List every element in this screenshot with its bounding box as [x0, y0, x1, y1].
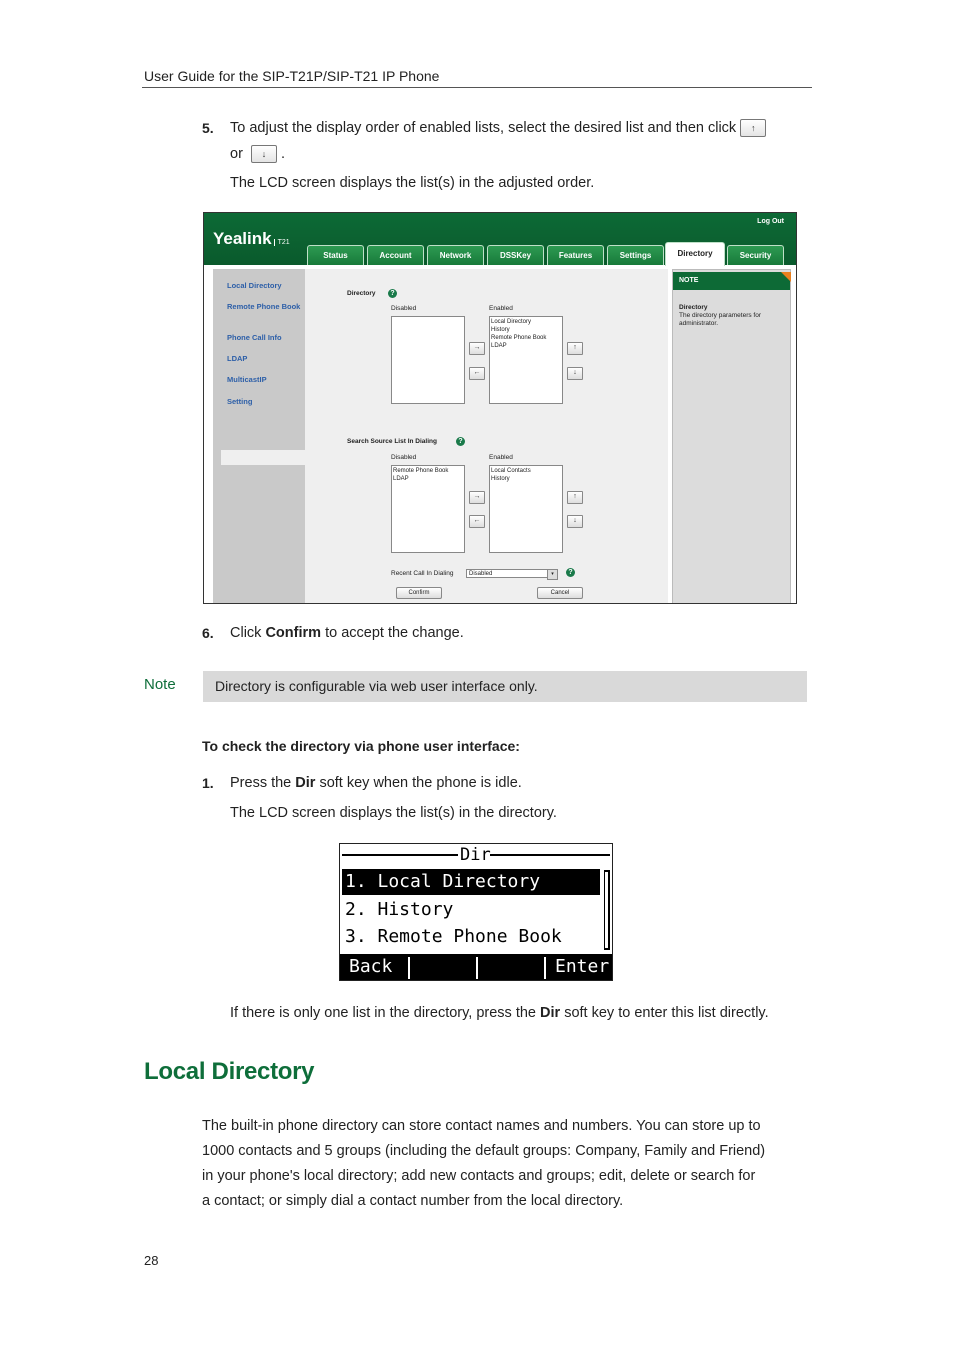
up-arrow-icon: ↑ — [740, 119, 766, 137]
lcd-title-rule-left — [342, 854, 458, 856]
nav-selected-highlight — [221, 450, 306, 465]
move-up-button[interactable]: ↑ — [567, 491, 583, 504]
lcd-title-bar — [340, 844, 612, 866]
step-1-a: Press the — [230, 775, 296, 791]
after-lcd-text — [230, 1003, 769, 1023]
note-label: Note — [144, 676, 176, 693]
recent-call-select[interactable] — [466, 569, 558, 578]
procedure-heading: To check the directory via phone user interface: — [202, 738, 520, 754]
list-item[interactable]: Local Contacts — [491, 468, 531, 474]
nav-setting[interactable]: Setting — [227, 397, 253, 406]
chevron-down-icon[interactable]: ▾ — [547, 569, 558, 580]
ss-disabled-label: Disabled — [391, 454, 417, 461]
lcd-list-item[interactable]: 2. History — [345, 899, 454, 920]
list-item[interactable]: LDAP — [491, 343, 507, 349]
lcd-list-item[interactable]: 3. Remote Phone Book — [345, 926, 562, 947]
after-lcd-c: soft key to enter this list directly. — [560, 1005, 769, 1021]
tab-dsskey[interactable]: DSSKey — [487, 245, 544, 265]
directory-label: Directory — [347, 290, 376, 297]
help-icon[interactable]: ? — [566, 568, 575, 577]
list-item[interactable]: LDAP — [393, 476, 409, 482]
lcd-scrollbar-track — [605, 872, 608, 948]
lcd-list-item[interactable]: 1. Local Directory — [342, 869, 600, 895]
after-lcd-dir: Dir — [540, 1005, 561, 1021]
step-6-c: to accept the change. — [321, 625, 464, 641]
step-5-text — [230, 118, 766, 138]
section-body-line: a contact; or simply dial a contact number from the local directory. — [202, 1193, 624, 1209]
step-6-text — [230, 623, 464, 643]
step-6-number: 6. — [202, 625, 214, 641]
step-5-text-or-line — [230, 144, 285, 164]
nav-phone-call-info[interactable]: Phone Call Info — [227, 333, 282, 342]
section-title: Local Directory — [144, 1058, 315, 1085]
step-5-number: 5. — [202, 120, 214, 136]
logo-text: Yealink — [213, 229, 272, 248]
note-body: The directory parameters for administrator. — [679, 312, 762, 327]
section-body-line: The built-in phone directory can store contact names and numbers. You can store up to — [202, 1118, 761, 1134]
tab-settings[interactable]: Settings — [607, 245, 664, 265]
step-1-text — [230, 773, 522, 793]
lcd-title-rule-right — [490, 854, 610, 856]
web-note-panel — [672, 269, 791, 604]
softkey-separator — [476, 957, 478, 979]
list-item[interactable]: History — [491, 327, 510, 333]
logo-model: T21 — [274, 239, 290, 246]
section-body-line: 1000 contacts and 5 groups (including the default groups: Company, Family and Friend) — [202, 1143, 766, 1159]
down-arrow-icon: ↓ — [251, 145, 277, 163]
search-source-label: Search Source List In Dialing — [347, 438, 437, 445]
nav-local-directory[interactable]: Local Directory — [227, 281, 282, 290]
move-up-button[interactable]: ↑ — [567, 342, 583, 355]
yealink-logo — [213, 229, 290, 249]
dir-enabled-list[interactable] — [489, 316, 563, 404]
note-heading: Directory — [679, 304, 708, 311]
after-lcd-a: If there is only one list in the directory, press the — [230, 1005, 541, 1021]
softkey-enter[interactable]: Enter — [555, 956, 610, 977]
step-1-result: The LCD screen displays the list(s) in the directory. — [230, 805, 557, 821]
tab-security[interactable]: Security — [727, 245, 784, 265]
step-5-period: . — [280, 146, 285, 162]
list-item[interactable]: Local Directory — [491, 319, 532, 325]
recent-call-label: Recent Call In Dialing — [391, 570, 454, 577]
logout-link[interactable]: Log Out — [757, 218, 784, 225]
nav-remote-phone-book[interactable]: Remote Phone Book — [227, 302, 301, 311]
move-right-button[interactable]: → — [469, 342, 485, 355]
softkey-separator — [408, 957, 410, 979]
step-6-confirm: Confirm — [265, 625, 322, 641]
list-item[interactable]: Remote Phone Book — [393, 468, 449, 474]
ss-enabled-list[interactable] — [489, 465, 563, 553]
dir-disabled-label: Disabled — [391, 305, 417, 312]
confirm-button[interactable]: Confirm — [396, 587, 442, 599]
move-down-button[interactable]: ↓ — [567, 367, 583, 380]
tab-network[interactable]: Network — [427, 245, 484, 265]
section-body-line: in your phone's local directory; add new contacts and groups; edit, delete or search for — [202, 1168, 756, 1184]
step-1-dir: Dir — [295, 775, 316, 791]
web-main-panel — [305, 269, 668, 603]
note-corner-decoration — [781, 272, 791, 282]
tab-account[interactable]: Account — [367, 245, 424, 265]
web-left-nav — [213, 269, 305, 603]
step-6-a: Click — [230, 625, 266, 641]
lcd-screen — [339, 843, 613, 981]
softkey-separator — [544, 957, 546, 979]
tab-directory[interactable]: Directory — [665, 242, 725, 266]
nav-ldap[interactable]: LDAP — [227, 354, 248, 363]
softkey-back[interactable]: Back — [349, 956, 393, 977]
list-item[interactable]: Remote Phone Book — [491, 335, 547, 341]
tab-status[interactable]: Status — [307, 245, 364, 265]
dir-disabled-list[interactable] — [391, 316, 465, 404]
page-number: 28 — [144, 1253, 159, 1268]
nav-multicastip[interactable]: MulticastIP — [227, 375, 267, 384]
dir-enabled-label: Enabled — [489, 305, 513, 312]
tab-features[interactable]: Features — [547, 245, 604, 265]
step-5-text-a: To adjust the display order of enabled lists, select the desired list and then click — [230, 120, 737, 136]
list-item[interactable]: History — [491, 476, 510, 482]
move-down-button[interactable]: ↓ — [567, 515, 583, 528]
cancel-button[interactable]: Cancel — [537, 587, 583, 599]
note-title: NOTE — [673, 272, 790, 290]
move-right-button[interactable]: → — [469, 491, 485, 504]
running-header: User Guide for the SIP-T21P/SIP-T21 IP Phone — [144, 68, 440, 84]
help-icon[interactable]: ? — [388, 289, 397, 298]
step-1-number: 1. — [202, 775, 214, 791]
web-ui-screenshot — [203, 212, 797, 604]
header-rule — [142, 87, 812, 88]
ss-enabled-label: Enabled — [489, 454, 513, 461]
move-left-button[interactable]: ← — [469, 367, 485, 380]
lcd-title: Dir — [460, 845, 491, 865]
step-1-c: soft key when the phone is idle. — [315, 775, 522, 791]
ss-disabled-list[interactable] — [391, 465, 465, 553]
note-box: Directory is configurable via web user interface only. — [203, 671, 807, 702]
web-topbar — [204, 213, 796, 265]
step-5-or: or — [230, 146, 243, 162]
lcd-softkey-bar — [340, 954, 612, 980]
step-5-result: The LCD screen displays the list(s) in the adjusted order. — [230, 175, 595, 191]
recent-call-value: Disabled — [469, 571, 493, 577]
move-left-button[interactable]: ← — [469, 515, 485, 528]
help-icon[interactable]: ? — [456, 437, 465, 446]
